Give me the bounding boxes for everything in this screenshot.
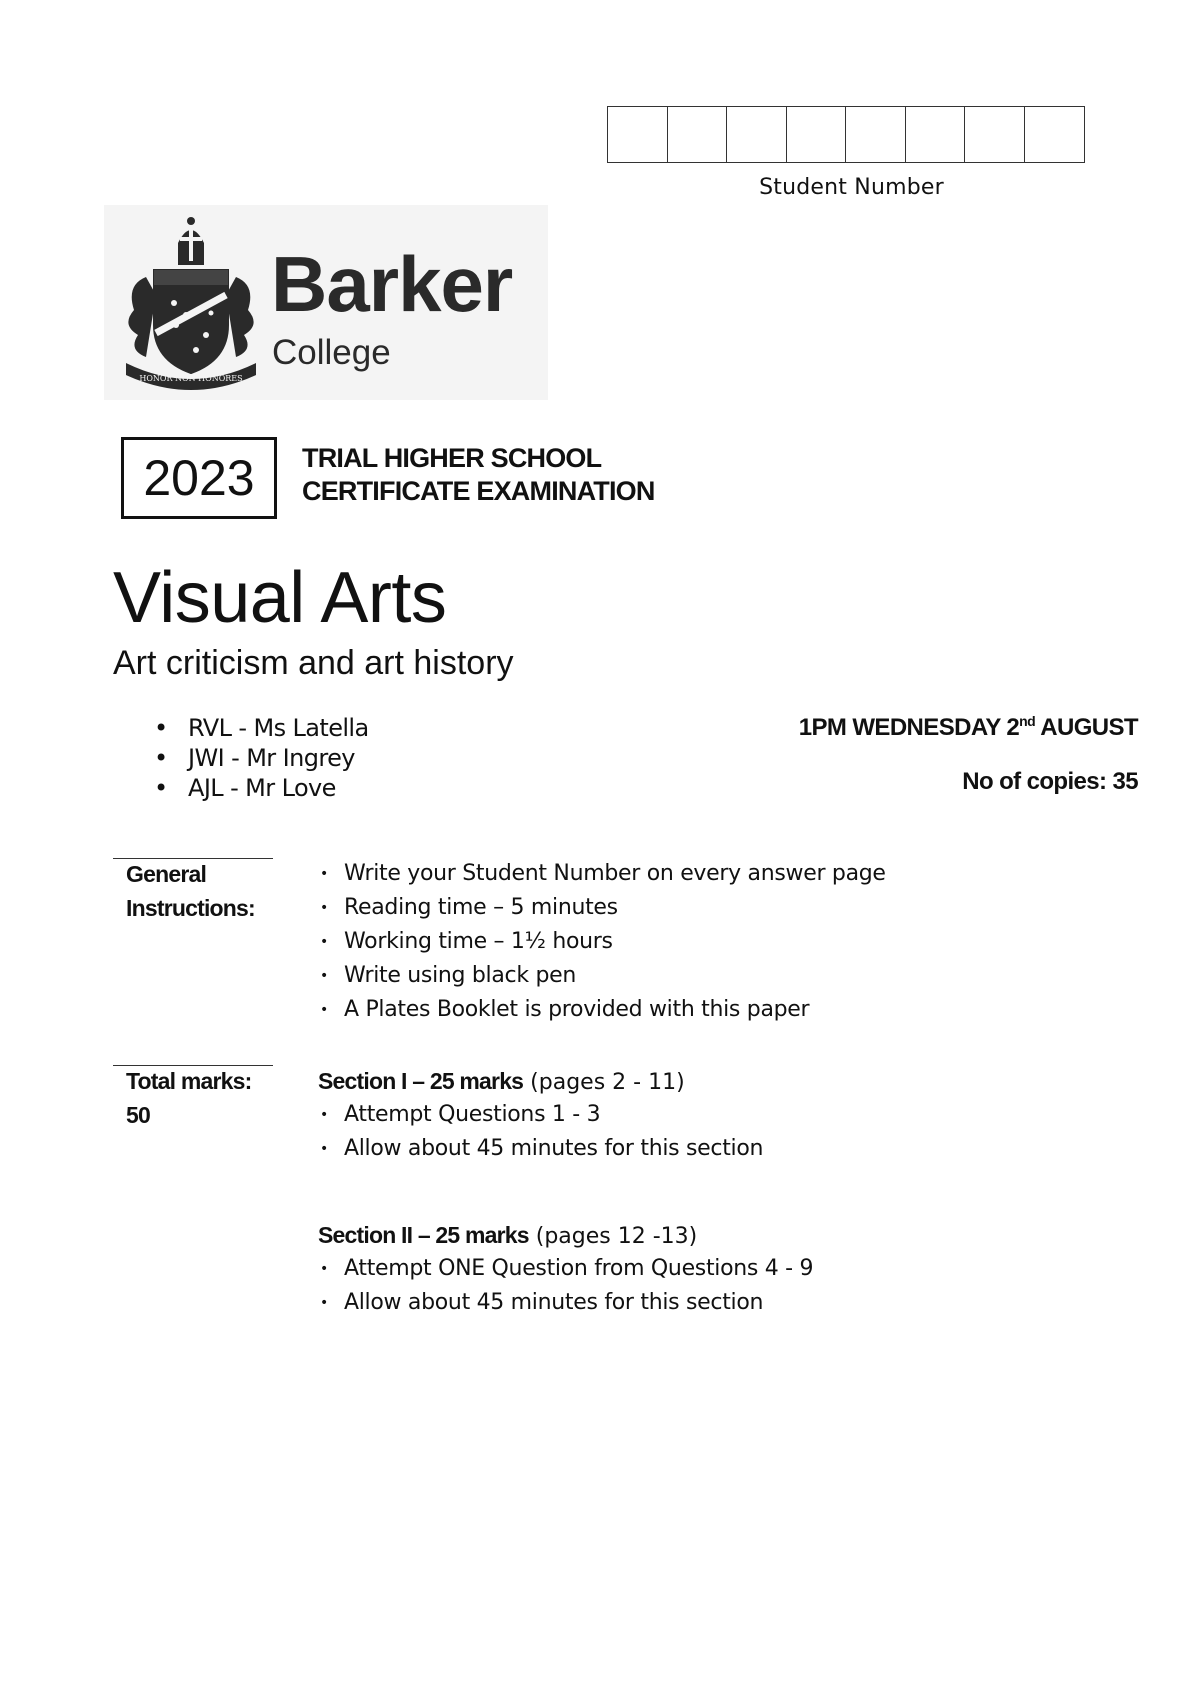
label-line: Total marks: — [126, 1068, 252, 1094]
section-item: • Allow about 45 minutes for this section — [318, 1286, 813, 1320]
exam-date — [799, 713, 1138, 742]
section-2-heading — [318, 1218, 697, 1254]
exam-date-prefix: 1PM WEDNESDAY 2 — [798, 714, 1020, 741]
instruction-item: • A Plates Booklet is provided with this paper — [318, 993, 886, 1027]
label-line: General — [126, 861, 207, 887]
general-instructions-list — [318, 857, 886, 1027]
instruction-item: • Reading time – 5 minutes — [318, 891, 886, 925]
student-number-box[interactable] — [1025, 107, 1085, 162]
section-1-heading — [318, 1064, 685, 1100]
exam-date-month: AUGUST — [1035, 714, 1138, 741]
instruction-item: • Write using black pen — [318, 959, 886, 993]
student-number-box[interactable] — [846, 107, 906, 162]
section-pages: (pages 12 -13) — [528, 1224, 698, 1249]
logo-name: Barker — [271, 240, 513, 328]
exam-date-suffix: nd — [1019, 713, 1036, 729]
copies-count: No of copies: 35 — [962, 768, 1138, 795]
student-number-box[interactable] — [906, 107, 966, 162]
section-item: • Attempt ONE Question from Questions 4 - 9 — [318, 1252, 813, 1286]
logo-subtitle: College — [272, 333, 391, 372]
student-number-box[interactable] — [787, 107, 847, 162]
student-number-box[interactable] — [608, 107, 668, 162]
section-heading-text: Section II – 25 marks — [318, 1222, 529, 1248]
teacher-item: • RVL - Ms Latella — [152, 713, 369, 743]
teacher-list — [152, 713, 369, 803]
school-motto: HONOR NON HONORES — [139, 374, 243, 383]
total-marks-label — [126, 1064, 251, 1132]
instruction-item: • Working time – 1½ hours — [318, 925, 886, 959]
section-pages: (pages 2 - 11) — [523, 1070, 685, 1095]
exam-title-line: CERTIFICATE EXAMINATION — [302, 476, 655, 506]
exam-year: 2023 — [121, 437, 277, 519]
student-number-label: Student Number — [759, 175, 944, 200]
school-logo — [104, 205, 548, 400]
section-heading-text: Section I – 25 marks — [318, 1068, 524, 1094]
exam-title-line: TRIAL HIGHER SCHOOL — [302, 443, 602, 473]
student-number-box[interactable] — [965, 107, 1025, 162]
student-number-grid[interactable] — [607, 106, 1085, 163]
subject-subtitle: Art criticism and art history — [113, 644, 514, 682]
section-item: • Attempt Questions 1 - 3 — [318, 1098, 763, 1132]
student-number-box[interactable] — [727, 107, 787, 162]
school-crest-icon — [116, 215, 266, 390]
section-2-list — [318, 1252, 813, 1320]
general-instructions-label — [126, 857, 255, 925]
label-line: 50 — [126, 1102, 150, 1128]
section-1-list — [318, 1098, 763, 1166]
teacher-item: • JWI - Mr Ingrey — [152, 743, 369, 773]
exam-title — [302, 442, 655, 508]
subject-title: Visual Arts — [113, 558, 447, 638]
label-line: Instructions: — [126, 895, 255, 921]
student-number-box[interactable] — [668, 107, 728, 162]
teacher-item: • AJL - Mr Love — [152, 773, 369, 803]
instruction-item: • Write your Student Number on every answer page — [318, 857, 886, 891]
section-item: • Allow about 45 minutes for this section — [318, 1132, 763, 1166]
